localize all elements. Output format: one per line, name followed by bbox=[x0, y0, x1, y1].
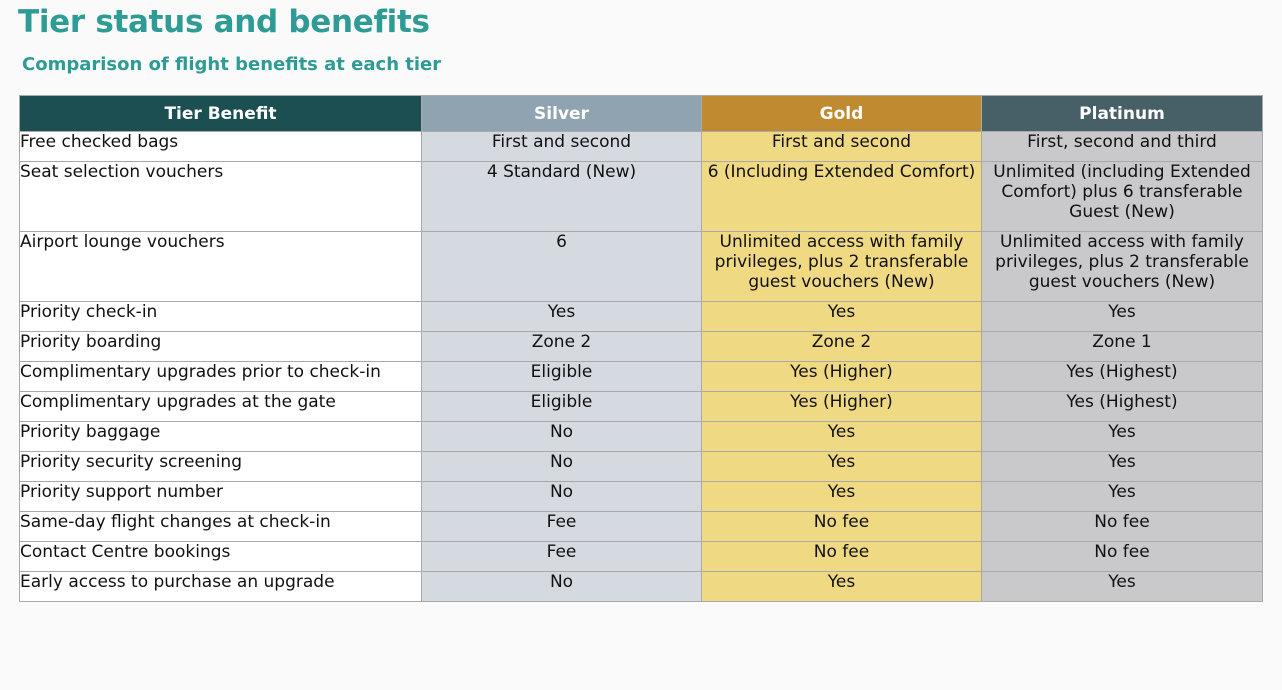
benefit-cell: Airport lounge vouchers bbox=[20, 232, 422, 302]
silver-cell: Fee bbox=[422, 542, 702, 572]
table-row bbox=[20, 362, 1263, 392]
table-row bbox=[20, 452, 1263, 482]
benefit-cell: Priority check-in bbox=[20, 302, 422, 332]
table-row bbox=[20, 572, 1263, 602]
gold-cell: Yes bbox=[702, 302, 982, 332]
gold-cell: Yes bbox=[702, 422, 982, 452]
gold-cell: Unlimited access with family privileges, plus 2 transferable guest vouchers (New) bbox=[702, 232, 982, 302]
table-row bbox=[20, 232, 1263, 302]
table-header-row bbox=[20, 96, 1263, 132]
platinum-cell: Yes bbox=[982, 482, 1263, 512]
benefit-cell: Priority security screening bbox=[20, 452, 422, 482]
gold-cell: No fee bbox=[702, 542, 982, 572]
silver-cell: Fee bbox=[422, 512, 702, 542]
silver-cell: Zone 2 bbox=[422, 332, 702, 362]
silver-cell: No bbox=[422, 572, 702, 602]
platinum-cell: Yes bbox=[982, 302, 1263, 332]
benefit-cell: Complimentary upgrades prior to check-in bbox=[20, 362, 422, 392]
platinum-cell: Yes bbox=[982, 572, 1263, 602]
silver-cell: First and second bbox=[422, 132, 702, 162]
gold-cell: Yes (Higher) bbox=[702, 362, 982, 392]
platinum-cell: Unlimited access with family privileges, plus 2 transferable guest vouchers (New) bbox=[982, 232, 1263, 302]
silver-cell: Yes bbox=[422, 302, 702, 332]
benefit-cell: Priority support number bbox=[20, 482, 422, 512]
silver-cell: No bbox=[422, 422, 702, 452]
page-title: Tier status and benefits bbox=[18, 4, 430, 40]
platinum-cell: No fee bbox=[982, 512, 1263, 542]
table-row bbox=[20, 542, 1263, 572]
gold-cell: Yes (Higher) bbox=[702, 392, 982, 422]
platinum-cell: Yes (Highest) bbox=[982, 392, 1263, 422]
silver-cell: No bbox=[422, 452, 702, 482]
silver-cell: Eligible bbox=[422, 392, 702, 422]
silver-cell: 4 Standard (New) bbox=[422, 162, 702, 232]
tier-benefits-table bbox=[19, 95, 1263, 602]
silver-cell: Eligible bbox=[422, 362, 702, 392]
platinum-cell: Yes bbox=[982, 422, 1263, 452]
column-header-platinum: Platinum bbox=[982, 96, 1263, 132]
platinum-cell: Yes bbox=[982, 452, 1263, 482]
table-row bbox=[20, 512, 1263, 542]
column-header-gold: Gold bbox=[702, 96, 982, 132]
benefit-cell: Priority baggage bbox=[20, 422, 422, 452]
benefit-cell: Complimentary upgrades at the gate bbox=[20, 392, 422, 422]
column-header-silver: Silver bbox=[422, 96, 702, 132]
platinum-cell: Unlimited (including Extended Comfort) plus 6 transferable Guest (New) bbox=[982, 162, 1263, 232]
gold-cell: First and second bbox=[702, 132, 982, 162]
table-row bbox=[20, 482, 1263, 512]
table-row bbox=[20, 132, 1263, 162]
platinum-cell: Zone 1 bbox=[982, 332, 1263, 362]
table-row bbox=[20, 392, 1263, 422]
silver-cell: No bbox=[422, 482, 702, 512]
column-header-tier-benefit: Tier Benefit bbox=[20, 96, 422, 132]
benefit-cell: Free checked bags bbox=[20, 132, 422, 162]
page-subtitle: Comparison of flight benefits at each tier bbox=[22, 54, 442, 75]
gold-cell: Yes bbox=[702, 572, 982, 602]
benefit-cell: Priority boarding bbox=[20, 332, 422, 362]
table-row bbox=[20, 422, 1263, 452]
gold-cell: 6 (Including Extended Comfort) bbox=[702, 162, 982, 232]
table-row bbox=[20, 332, 1263, 362]
platinum-cell: Yes (Highest) bbox=[982, 362, 1263, 392]
gold-cell: Zone 2 bbox=[702, 332, 982, 362]
platinum-cell: First, second and third bbox=[982, 132, 1263, 162]
gold-cell: Yes bbox=[702, 482, 982, 512]
benefit-cell: Contact Centre bookings bbox=[20, 542, 422, 572]
silver-cell: 6 bbox=[422, 232, 702, 302]
table-row bbox=[20, 302, 1263, 332]
gold-cell: No fee bbox=[702, 512, 982, 542]
benefit-cell: Seat selection vouchers bbox=[20, 162, 422, 232]
platinum-cell: No fee bbox=[982, 542, 1263, 572]
gold-cell: Yes bbox=[702, 452, 982, 482]
benefit-cell: Early access to purchase an upgrade bbox=[20, 572, 422, 602]
table-row bbox=[20, 162, 1263, 232]
benefit-cell: Same-day flight changes at check-in bbox=[20, 512, 422, 542]
